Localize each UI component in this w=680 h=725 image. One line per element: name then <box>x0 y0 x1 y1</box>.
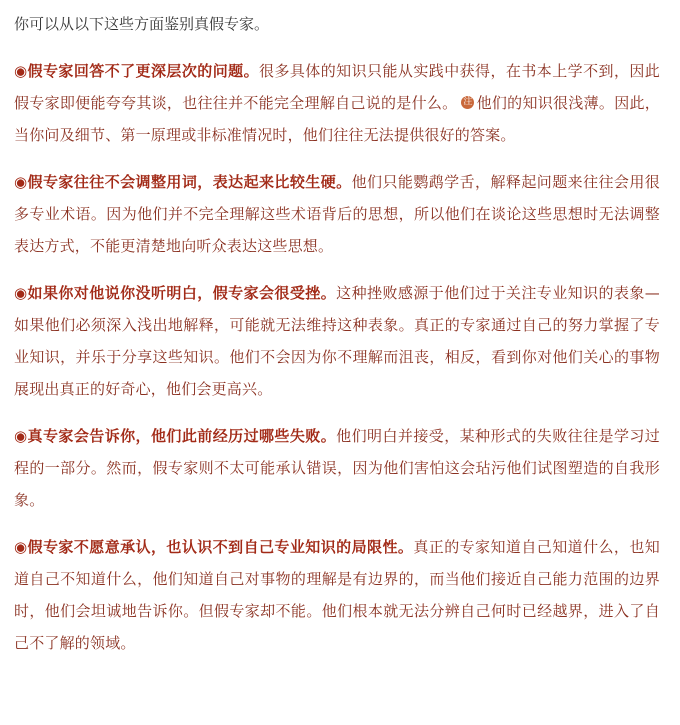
bullet-icon: ◉ <box>14 427 28 445</box>
point-3-lead: 如果你对他说你没听明白，假专家会很受挫。 <box>27 284 337 302</box>
point-3-body: 这种挫败感源于他们过于关注专业知识的表象— 如果他们必须深入浅出地解释，可能就无法维持这种表象。真正的专家通过自己的努力掌握了专业知识，并乐于分享这些知识。他们不会因为你不理解而沮丧，相反，看到你对他们关心的事物展现出真正的好奇心，他们会更高兴。 <box>14 284 676 398</box>
bullet-icon: ◉ <box>14 284 28 302</box>
point-2-lead: 假专家往往不会调整用词，表达起来比较生硬。 <box>27 173 352 191</box>
annotation-badge-icon[interactable]: 注 <box>463 97 473 107</box>
point-5-lead: 假专家不愿意承认，也认识不到自己专业知识的局限性。 <box>27 538 414 556</box>
point-1-body: 很多具体的知识只能从实践中获得，在书本上学不到，因此假专家即便能夸夸其谈，也往往并不能完全理解自己说的是什么。 <box>14 62 661 112</box>
point-5 <box>14 531 660 659</box>
bullet-icon: ◉ <box>14 538 28 556</box>
point-2 <box>14 166 660 262</box>
point-5-body: 真正的专家知道自己知道什么，也知道自己不知道什么，他们知道自己对事物的理解是有边界的，而当他们接近自己能力范围的边界时，他们会坦诚地告诉你。但假专家却不能。他们根本就无法分辨自己何时已经越界，进入了自己不了解的领域。 <box>14 538 660 652</box>
point-3 <box>14 277 676 405</box>
point-4-lead: 真专家会告诉你，他们此前经历过哪些失败。 <box>27 427 337 445</box>
point-1-lead: 假专家回答不了更深层次的问题。 <box>27 62 260 80</box>
point-4-body: 他们明白并接受，某种形式的失败往往是学习过程的一部分。然而，假专家则不太可能承认错误，因为他们害怕这会玷污他们试图塑造的自我形象。 <box>14 427 661 509</box>
bullet-icon: ◉ <box>14 62 28 80</box>
point-1-body-continued: 他们的知识很浅薄。因此，当你问及细节、第一原理或非标准情况时，他们往往无法提供很好的答案。 <box>14 94 660 144</box>
point-4 <box>14 420 660 516</box>
point-1 <box>14 55 660 151</box>
point-2-body: 他们只能鹦鹉学舌，解释起问题来往往会用很多专业术语。因为他们并不完全理解这些术语背后的思想，所以他们在谈论这些思想时无法调整表达方式，不能更清楚地向听众表达这些思想。 <box>14 173 660 255</box>
bullet-icon: ◉ <box>14 173 28 191</box>
intro-text: 你可以从以下这些方面鉴别真假专家。 <box>14 15 270 33</box>
